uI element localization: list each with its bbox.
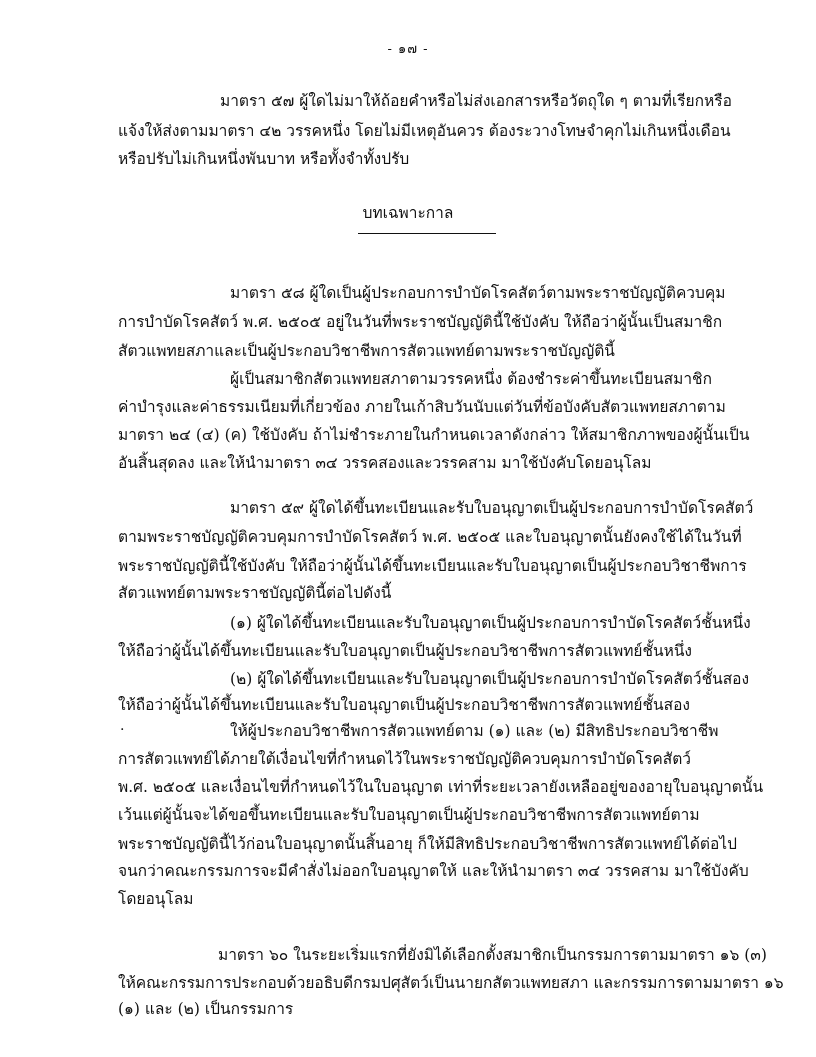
section-57-line-1: มาตรา ๕๗ ผู้ใดไม่มาให้ถ้อยคำหรือไม่ส่งเอกสารหรือวัตถุใด ๆ ตามที่เรียกหรือ xyxy=(220,92,732,110)
section-59-line-1: มาตรา ๕๙ ผู้ใดได้ขึ้นทะเบียนและรับใบอนุญาตเป็นผู้ประกอบการบำบัดโรคสัตว์ xyxy=(230,499,754,517)
section-58-line-7: อันสิ้นสุดลง และให้นำมาตรา ๓๔ วรรคสองและวรรคสาม มาใช้บังคับโดยอนุโลม xyxy=(118,454,652,472)
section-57-line-3: หรือปรับไม่เกินหนึ่งพันบาท หรือทั้งจำทั้งปรับ xyxy=(118,150,410,168)
section-59-line-7: (๒) ผู้ใดได้ขึ้นทะเบียนและรับใบอนุญาตเป็นผู้ประกอบการบำบัดโรคสัตว์ชั้นสอง xyxy=(230,670,750,688)
section-59-line-3: พระราชบัญญัตินี้ใช้บังคับ ให้ถือว่าผู้นั้นได้ขึ้นทะเบียนและรับใบอนุญาตเป็นผู้ประกอบวิชาชีพการ xyxy=(118,557,747,575)
section-60-line-3: (๑) และ (๒) เป็นกรรมการ xyxy=(118,1000,294,1018)
page-number: - ๑๗ - xyxy=(387,42,429,57)
section-59-line-9: ให้ผู้ประกอบวิชาชีพการสัตวแพทย์ตาม (๑) และ (๒) มีสิทธิประกอบวิชาชีพ xyxy=(230,722,719,740)
section-59-line-10: การสัตวแพทย์ได้ภายใต้เงื่อนไขที่กำหนดไว้ในพระราชบัญญัติควบคุมการบำบัดโรคสัตว์ xyxy=(118,750,692,768)
section-59-line-5: (๑) ผู้ใดได้ขึ้นทะเบียนและรับใบอนุญาตเป็นผู้ประกอบการบำบัดโรคสัตว์ชั้นหนึ่ง xyxy=(230,614,751,632)
section-59-line-15: โดยอนุโลม xyxy=(118,890,194,908)
section-59-line-11: พ.ศ. ๒๕๐๕ และเงื่อนไขที่กำหนดไว้ในใบอนุญาต เท่าที่ระยะเวลายังเหลืออยู่ของอายุใบอนุญาตนั้น xyxy=(118,778,764,796)
stray-mark: . xyxy=(120,718,125,734)
section-59-line-6: ให้ถือว่าผู้นั้นได้ขึ้นทะเบียนและรับใบอนุญาตเป็นผู้ประกอบวิชาชีพการสัตวแพทย์ชั้นหนึ่ง xyxy=(118,642,692,660)
section-59-line-2: ตามพระราชบัญญัติควบคุมการบำบัดโรคสัตว์ พ.ศ. ๒๕๐๕ และใบอนุญาตนั้นยังคงใช้ได้ในวันที่ xyxy=(118,528,742,546)
section-59-line-13: พระราชบัญญัตินี้ไว้ก่อนใบอนุญาตนั้นสิ้นอายุ ก็ให้มีสิทธิประกอบวิชาชีพการสัตวแพทย์ได้ต่อไป xyxy=(118,835,737,853)
section-59-line-14: จนกว่าคณะกรรมการจะมีคำสั่งไม่ออกใบอนุญาตให้ และให้นำมาตรา ๓๔ วรรคสาม มาใช้บังคับ xyxy=(118,862,749,880)
section-58-line-4: ผู้เป็นสมาชิกสัตวแพทยสภาตามวรรคหนึ่ง ต้องชำระค่าขึ้นทะเบียนสมาชิก xyxy=(230,370,712,388)
heading-underline xyxy=(358,233,496,234)
section-58-line-2: การบำบัดโรคสัตว์ พ.ศ. ๒๕๐๕ อยู่ในวันที่พระราชบัญญัตินี้ใช้บังคับ ให้ถือว่าผู้นั้นเป็นสมาชิก xyxy=(118,313,723,331)
section-59-line-8: ให้ถือว่าผู้นั้นได้ขึ้นทะเบียนและรับใบอนุญาตเป็นผู้ประกอบวิชาชีพการสัตวแพทย์ชั้นสอง xyxy=(118,696,690,714)
section-58-line-6: มาตรา ๒๔ (๔) (ค) ใช้บังคับ ถ้าไม่ชำระภายในกำหนดเวลาดังกล่าว ให้สมาชิกภาพของผู้นั้นเป็น xyxy=(118,426,750,444)
section-58-line-5: ค่าบำรุงและค่าธรรมเนียมที่เกี่ยวข้อง ภายในเก้าสิบวันนับแต่วันที่ข้อบังคับสัตวแพทยสภาตาม xyxy=(118,398,726,416)
section-60-line-1: มาตรา ๖๐ ในระยะเริ่มแรกที่ยังมิได้เลือกตั้งสมาชิกเป็นกรรมการตามมาตรา ๑๖ (๓) xyxy=(218,946,767,964)
transitory-heading: บทเฉพาะกาล xyxy=(362,204,454,222)
section-58-line-3: สัตวแพทยสภาและเป็นผู้ประกอบวิชาชีพการสัตวแพทย์ตามพระราชบัญญัตินี้ xyxy=(118,342,615,360)
section-59-line-4: สัตวแพทย์ตามพระราชบัญญัตินี้ต่อไปดังนี้ xyxy=(118,584,392,602)
section-58-line-1: มาตรา ๕๘ ผู้ใดเป็นผู้ประกอบการบำบัดโรคสัตว์ตามพระราชบัญญัติควบคุม xyxy=(230,284,726,302)
section-57-line-2: แจ้งให้ส่งตามมาตรา ๔๒ วรรคหนึ่ง โดยไม่มีเหตุอันควร ต้องระวางโทษจำคุกไม่เกินหนึ่งเดือน xyxy=(118,122,731,140)
section-59-line-12: เว้นแต่ผู้นั้นจะได้ขอขึ้นทะเบียนและรับใบอนุญาตเป็นผู้ประกอบวิชาชีพการสัตวแพทย์ตาม xyxy=(118,806,700,824)
section-60-line-2: ให้คณะกรรมการประกอบด้วยอธิบดีกรมปศุสัตว์เป็นนายกสัตวแพทยสภา และกรรมการตามมาตรา ๑๖ xyxy=(118,974,784,992)
